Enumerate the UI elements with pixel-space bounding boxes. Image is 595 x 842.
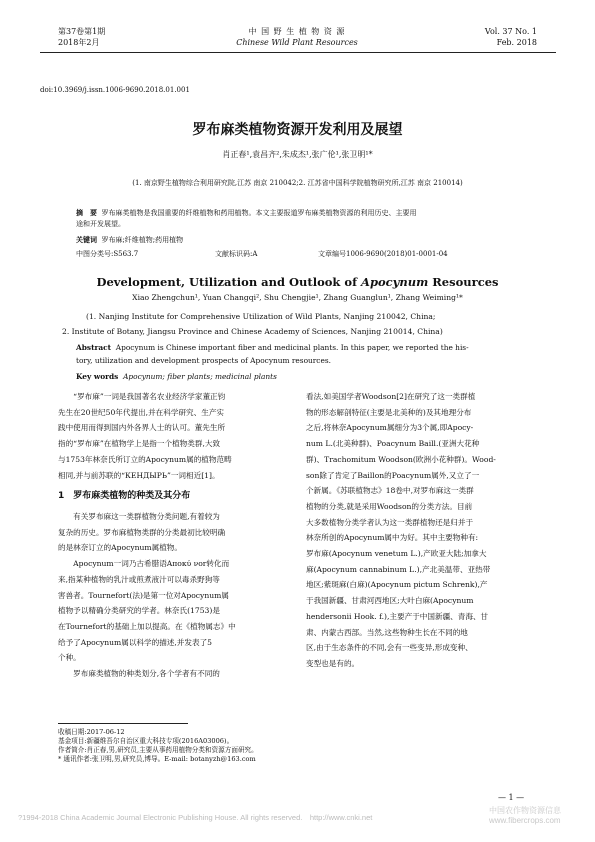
keywords-label-cn: 关键词 [76,235,97,244]
body-line: 的是林奈订立的Apocynum属植物。 [58,543,182,553]
body-line: 于我国新疆、甘肃河西地区;大叶白麻(Apocynum [306,596,474,606]
body-line: 与1753年林奈氏所订立的Apocynum属的植物范畴 [58,454,232,464]
header-date-cn: 2018年2月 [58,38,100,47]
header-center [197,26,397,48]
keywords-text-en: Apocynum; fiber plants; medicinal plants [123,372,277,381]
article-number: 文章编号1006-9690(2018)01-0001-04 [318,250,448,258]
body-line: 在Tournefort的基础上加以提高。在《植物属志》中 [58,621,236,631]
body-line: son除了肯定了Baillon的Poacynum属外,又立了一 [306,470,480,480]
copyright-watermark: ?1994-2018 China Academic Journal Electronic Publishing House. All rights reserved. http://www.cnki.net [18,813,373,822]
body-line: 大多数植物分类学者认为这一类群植物还是归并于 [306,517,474,527]
doi: doi:10.3969/j.issn.1006-9690.2018.01.001 [40,86,190,94]
footnote-rule [58,723,188,724]
body-line: 先生在20世纪50年代提出,并在科学研究、生产实 [58,407,225,417]
title-en [0,275,595,289]
affiliation-en-1: (1. Nanjing Institute for Comprehensive Utilization of Wild Plants, Nanjing 210042, China; [86,312,436,321]
body-line: 地区;紫斑麻(白麻)(Apocynum pictum Schrenk),产 [306,580,488,590]
affiliation-en-2: 2. Institute of Botany, Jiangsu Province and Chinese Academy of Sciences, Nanjing 210014, China) [62,327,443,336]
abstract-text-cn-1: 罗布麻类植物是我国重要的纤维植物和药用植物。本文主要报道罗布麻类植物资源的利用历史、主要用 [101,209,417,217]
site-watermark-cn: 中国农作物资源信息 [489,806,561,815]
footnote-funding: 基金项目:新疆维吾尔自治区重大科技专项(2016A03006)。 [58,737,234,745]
abstract-label-en: Abstract [76,343,112,352]
footnote-received: 收稿日期:2017-06-12 [58,728,125,736]
body-line: 给予了Apocynum属以科学的描述,并发表了5 [58,637,212,647]
footnote-corresponding: * 通讯作者:张卫明,男,研究员,博导。E-mail: botanyzh@163.com [58,755,256,763]
body-line: 个种。 [58,653,81,663]
header-left [58,26,105,48]
body-line: 有关罗布麻这一类群植物分类问题,有着较为 [58,512,220,521]
body-left-intro [58,389,293,483]
abstract-text-en-2: tory, utilization and development prospects of Apocynum resources. [76,356,331,365]
body-line: 践中使用而得到国内外各界人士的认可。董先生所 [58,423,226,433]
header-volume-cn: 第37卷第1期 [58,27,106,36]
body-line: 物的形态解剖特征(主要是北美种的)及其地理分布 [306,407,472,417]
body-line: hendersonii Hook. f.),主要产于中国新疆、青海、甘 [306,611,489,621]
header-date-en: Feb. 2018 [496,38,537,47]
journal-name-cn: 中 国 野 生 植 物 资 源 [248,27,346,36]
keywords-label-en: Key words [76,372,119,381]
site-watermark-url: www.fibercrops.com [489,816,561,825]
clc-number: 中图分类号:S563.7 [76,250,139,258]
body-line: num L.(北美种群)、Poacynum Baill.(亚洲大花种 [306,439,480,449]
keywords-en [76,372,277,381]
body-line: 罗布麻类植物的种类划分,各个学者有不同的 [58,669,220,679]
body-line: 区,由于生态条件的不同,会有一些变异,形成变种、 [306,643,473,653]
footnotes [58,728,538,764]
title-cn: 罗布麻类植物资源开发利用及展望 [192,122,403,138]
header-rule [40,52,556,53]
header-volume-en: Vol. 37 No. 1 [484,27,537,36]
body-right [306,389,541,672]
abstract-en [76,341,536,367]
body-line: “罗布麻”一词是我国著名农业经济学家董正钧 [58,392,226,401]
body-line: 看法,如美国学者Woodson[2]在研究了这一类群植 [306,392,476,401]
journal-name-en: Chinese Wild Plant Resources [236,38,358,47]
body-line: 林奈所创的Apocynum属中为好。其中主要物种有: [306,533,479,543]
body-line: 罗布麻(Apocynum venetum L.),产欧亚大陆;加拿大 [306,549,487,559]
section-heading: 1 罗布麻类植物的种类及其分布 [58,491,191,501]
body-line: 麻(Apocynum cannabinum L.),产北美温带、亚热带 [306,564,491,574]
body-line: 之后,将林奈Apocynum属细分为3个属,即Apocy- [306,423,474,433]
keywords-text-cn: 罗布麻;纤维植物;药用植物 [101,236,184,244]
body-line: 植物予以精确分类研究的学者。林奈氏(1753)是 [58,606,220,616]
header-right [485,26,537,48]
abstract-label-cn: 摘 要 [76,208,97,217]
body-line: Apocynum一词乃古希腊语Απoκύ νor转化而 [58,559,230,569]
body-line: 来,指某种植物的乳汁或煎煮液汁可以毒杀野狗等 [58,574,220,584]
abstract-cn [76,207,526,230]
body-line: 害兽者。Tournefort(法)是第一位对Apocynum属 [58,590,229,600]
title-en-pre: Development, Utilization and Outlook of [96,275,362,289]
body-line: 指的“罗布麻”在植物学上是指一个植物类群,大致 [58,439,221,449]
body-line: 相同,并与前苏联的“КЕНДЫРЬ”一词相近[1]。 [58,470,220,480]
page-number: — 1 — [498,793,525,802]
document-code: 文献标识码:A [215,250,258,258]
authors-cn: 肖正春¹,袁昌齐²,朱成杰¹,张广伦¹,张卫明¹* [222,150,373,159]
footnote-author: 作者简介:肖正春,男,研究员,主要从事药用植物分类和资源方面研究。 [58,746,258,754]
body-line: 肃、内蒙古西部。当然,这些物种生长在不同的地 [306,627,468,637]
body-line: 变型也是有的。 [306,658,360,668]
title-en-genus: Apocynum [361,275,429,289]
body-left-section [58,509,293,682]
body-line: 个新属。《苏联植物志》18卷中,对罗布麻这一类群 [306,486,474,496]
abstract-text-en-1: Apocynum is Chinese important fiber and medicinal plants. In this paper, we reported the his- [115,343,469,352]
body-line: 群)、Trachomitum Woodson(欧洲小花种群)。Wood- [306,454,496,464]
body-line: 复杂的历史。罗布麻植物类群的分类最初比较明确 [58,527,226,537]
abstract-text-cn-2: 途和开发展望。 [76,220,125,228]
title-en-post: Resources [428,275,499,289]
body-line: 植物的分类,就是采用Woodson的分类方法。目前 [306,501,473,511]
affiliation-cn: (1. 南京野生植物综合利用研究院,江苏 南京 210042;2. 江苏省中国科学院植物研究所,江苏 南京 210014) [132,179,463,187]
site-watermark [489,806,561,826]
keywords-cn [76,235,183,245]
authors-en: Xiao Zhengchun¹, Yuan Changqi², Shu Chengjie¹, Zhang Guanglun¹, Zhang Weiming¹* [132,293,463,302]
